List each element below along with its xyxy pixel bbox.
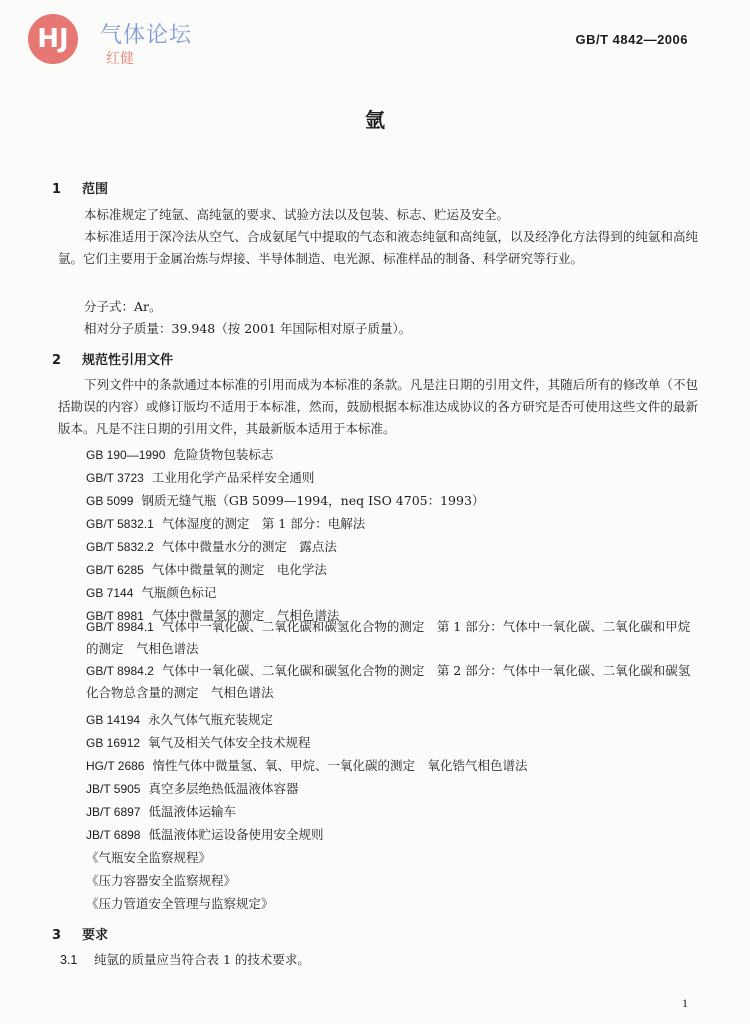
reference-title: 钢质无缝气瓶（GB 5099—1994，neq ISO 4705：1993） <box>141 493 485 508</box>
reference-code: GB 190—1990 <box>86 448 166 462</box>
reference-item <box>86 583 216 601</box>
reference-item <box>58 660 698 704</box>
reference-code: GB/T 8984.2 <box>86 664 154 678</box>
reference-item <box>86 756 528 774</box>
logo-mark-icon: HJ <box>28 14 78 64</box>
paragraph: 下列文件中的条款通过本标准的引用而成为本标准的条款。凡是注日期的引用文件，其随后所有的修改单（不包括勘误的内容）或修订版均不适用于本标准，然而，鼓励根据本标准达成协议的各方研究是否可使用这些文件的最新版本。凡是不注日期的引用文件，其最新版本适用于本标准。 <box>58 377 698 436</box>
reference-code: GB/T 5832.1 <box>86 517 154 531</box>
standard-number: GB/T 4842—2006 <box>575 32 688 47</box>
watermark-site-name: 气体论坛 <box>100 23 193 48</box>
molecular-mass: 相对分子质量：39.948（按 2001 年国际相对原子质量）。 <box>84 321 412 336</box>
document-title: 氩 <box>365 108 385 132</box>
reference-item <box>86 779 299 797</box>
page-number: 1 <box>682 996 688 1010</box>
section-title: 范围 <box>82 182 109 197</box>
reference-title: 危险货物包装标志 <box>173 447 274 462</box>
reference-code: GB 5099 <box>86 494 134 508</box>
reference-code: GB/T 8981 <box>86 609 144 623</box>
reference-title: 永久气体气瓶充装规定 <box>148 712 274 727</box>
regulation-item: 《压力管道安全管理与监察规定》 <box>86 896 274 911</box>
reference-code: GB/T 8984.1 <box>86 620 154 634</box>
reference-title: 真空多层绝热低温液体容器 <box>148 781 299 796</box>
reference-code: JB/T 5905 <box>86 782 141 796</box>
reference-code: HG/T 2686 <box>86 759 145 773</box>
section-title: 规范性引用文件 <box>82 353 174 368</box>
reference-code: GB 14194 <box>86 713 141 727</box>
reference-code: GB 7144 <box>86 586 134 600</box>
reference-item <box>86 514 365 532</box>
regulation-item: 《压力容器安全监察规程》 <box>86 873 237 888</box>
regulation-item: 《气瓶安全监察规程》 <box>86 850 212 865</box>
paragraph: 本标准适用于深冷法从空气、合成氨尾气中提取的气态和液态纯氩和高纯氩，以及经净化方法得到的纯氩和高纯氩。它们主要用于金属冶炼与焊接、半导体制造、电光源、标准样品的制备、科学研究等行业。 <box>58 229 698 266</box>
reference-item <box>86 825 324 843</box>
reference-title: 惰性气体中微量氢、氧、甲烷、一氧化碳的测定 氧化锆气相色谱法 <box>152 758 528 773</box>
section-1-heading <box>52 178 108 197</box>
reference-item <box>86 802 236 820</box>
section-number: 2 <box>52 353 62 368</box>
reference-code: JB/T 6897 <box>86 805 141 819</box>
watermark-logo <box>28 12 208 68</box>
watermark-brand: 红健 <box>106 51 134 67</box>
reference-item <box>86 560 327 578</box>
reference-code: GB/T 3723 <box>86 471 144 485</box>
section-2-heading <box>52 349 173 368</box>
section-title: 要求 <box>82 928 109 943</box>
paragraph: 本标准规定了纯氩、高纯氩的要求、试验方法以及包装、标志、贮运及安全。 <box>84 207 510 222</box>
reference-title: 低温液体运输车 <box>148 804 236 819</box>
reference-title: 气体中微量水分的测定 露点法 <box>161 539 337 554</box>
reference-item <box>86 537 337 555</box>
molecular-formula: 分子式：Ar。 <box>84 299 162 314</box>
reference-item <box>86 445 273 463</box>
reference-title: 气体中一氧化碳、二氧化碳和碳氢化合物的测定 第 2 部分：气体中一氧化碳、二氧化碳和碳氢化合物总含量的测定 气相色谱法 <box>86 663 691 700</box>
reference-code: JB/T 6898 <box>86 828 141 842</box>
reference-item <box>58 616 698 660</box>
reference-title: 低温液体贮运设备使用安全规则 <box>148 827 324 842</box>
reference-title: 气体中微量氧的测定 电化学法 <box>151 562 327 577</box>
reference-item <box>86 491 484 509</box>
clause-text: 纯氩的质量应当符合表 1 的技术要求。 <box>94 952 310 967</box>
reference-title: 氧气及相关气体安全技术规程 <box>148 735 311 750</box>
reference-title: 气体中一氧化碳、二氧化碳和碳氢化合物的测定 第 1 部分：气体中一氧化碳、二氧化碳和甲烷的测定 气相色谱法 <box>86 619 691 656</box>
reference-title: 工业用化学产品采样安全通则 <box>151 470 315 485</box>
reference-title: 气体中微量氢的测定 气相色谱法 <box>151 608 340 623</box>
reference-title: 气体湿度的测定 第 1 部分：电解法 <box>161 516 366 531</box>
section-number: 3 <box>52 928 62 943</box>
section-number: 1 <box>52 182 62 197</box>
reference-code: GB/T 5832.2 <box>86 540 154 554</box>
clause-3-1 <box>60 950 310 968</box>
reference-title: 气瓶颜色标记 <box>141 585 217 600</box>
reference-item <box>86 710 273 728</box>
clause-number: 3.1 <box>60 953 78 967</box>
section-3-heading <box>52 924 108 943</box>
reference-item <box>86 733 311 751</box>
reference-code: GB/T 6285 <box>86 563 144 577</box>
reference-code: GB 16912 <box>86 736 141 750</box>
reference-item <box>86 468 314 486</box>
